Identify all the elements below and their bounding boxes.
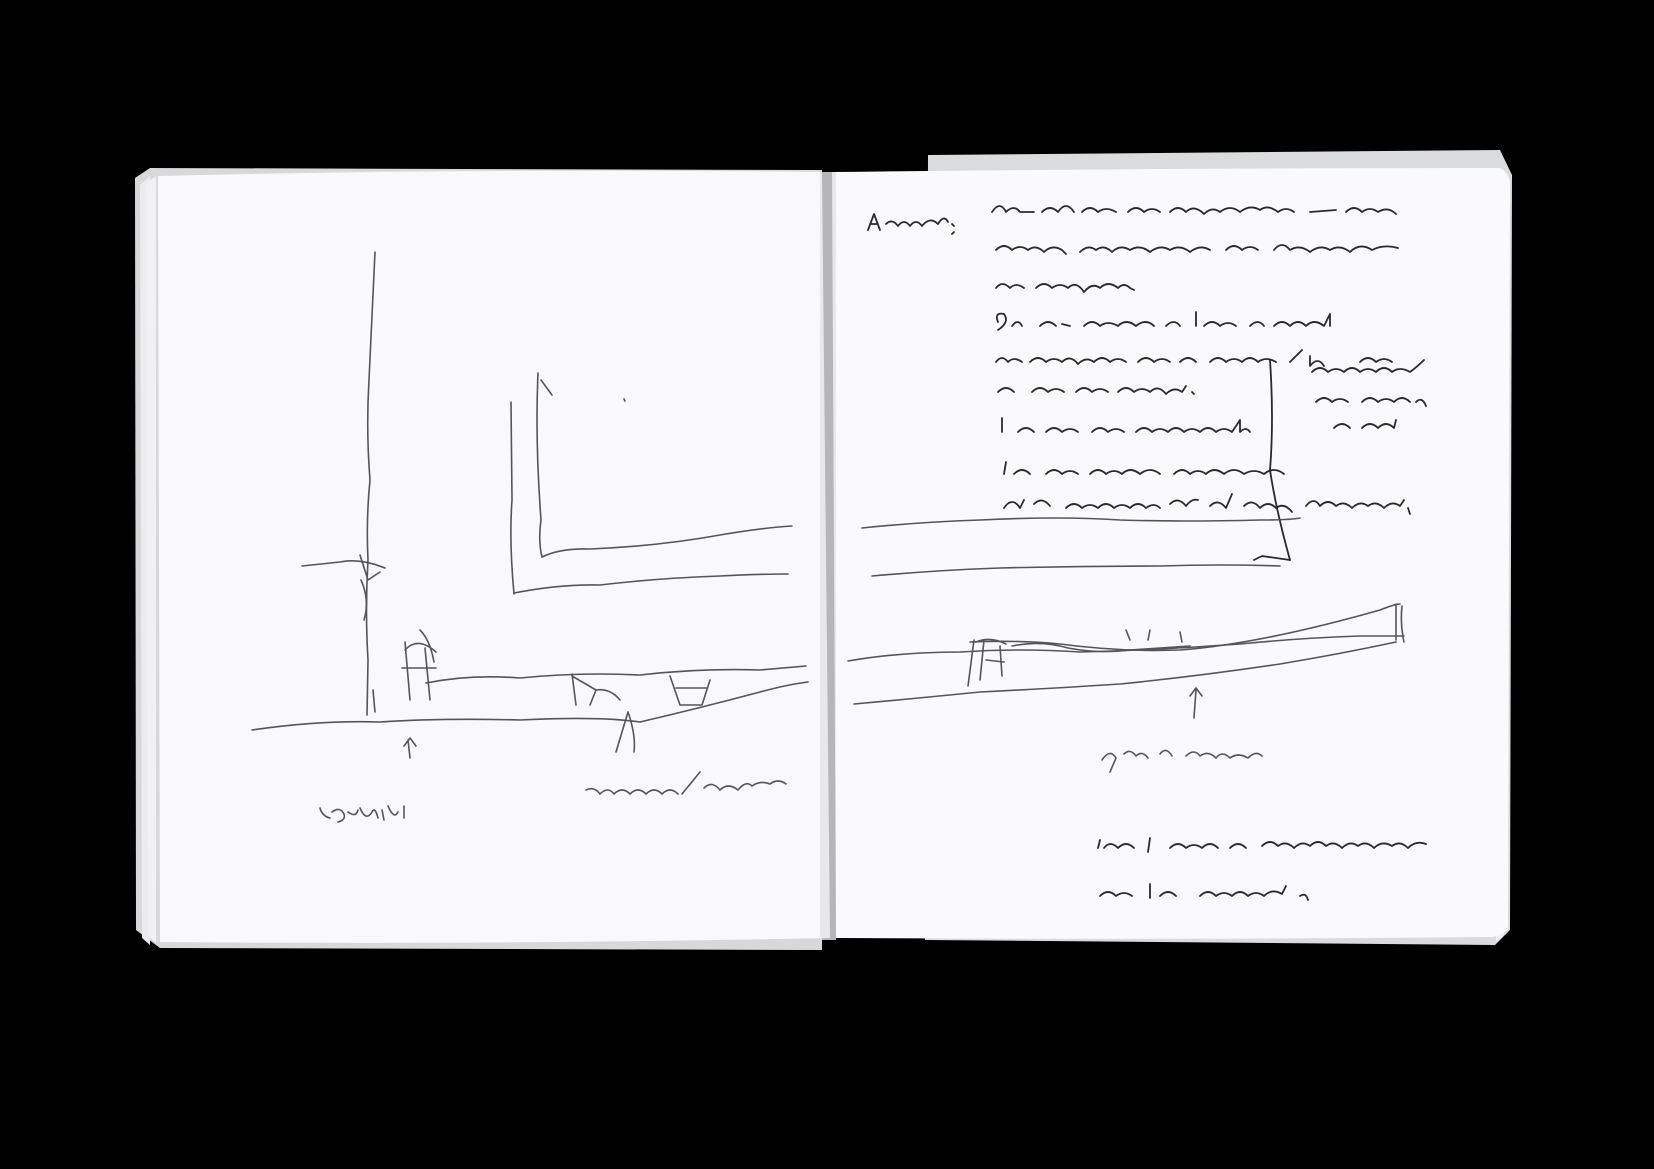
note-text-3 [996,273,1136,292]
label-legno [320,801,376,825]
note-text-8 [1002,459,1256,478]
side-note-text-3 [1332,416,1391,432]
side-note-text-2 [1314,390,1379,406]
gutter-shadow [820,172,836,940]
notes-heading-text [864,209,951,233]
left-page [158,171,830,943]
side-note-text-1 [1310,360,1415,376]
note-text-5 [996,347,1351,366]
note-text-7 [999,417,1204,436]
right-page [832,168,1510,939]
note-text-6 [996,377,1182,396]
note-text-4 [996,311,1340,330]
note-text-9 [1002,493,1302,512]
note-text-2 [996,235,1288,254]
note-text-1 [992,197,1382,216]
label-gruppo [1100,745,1249,764]
